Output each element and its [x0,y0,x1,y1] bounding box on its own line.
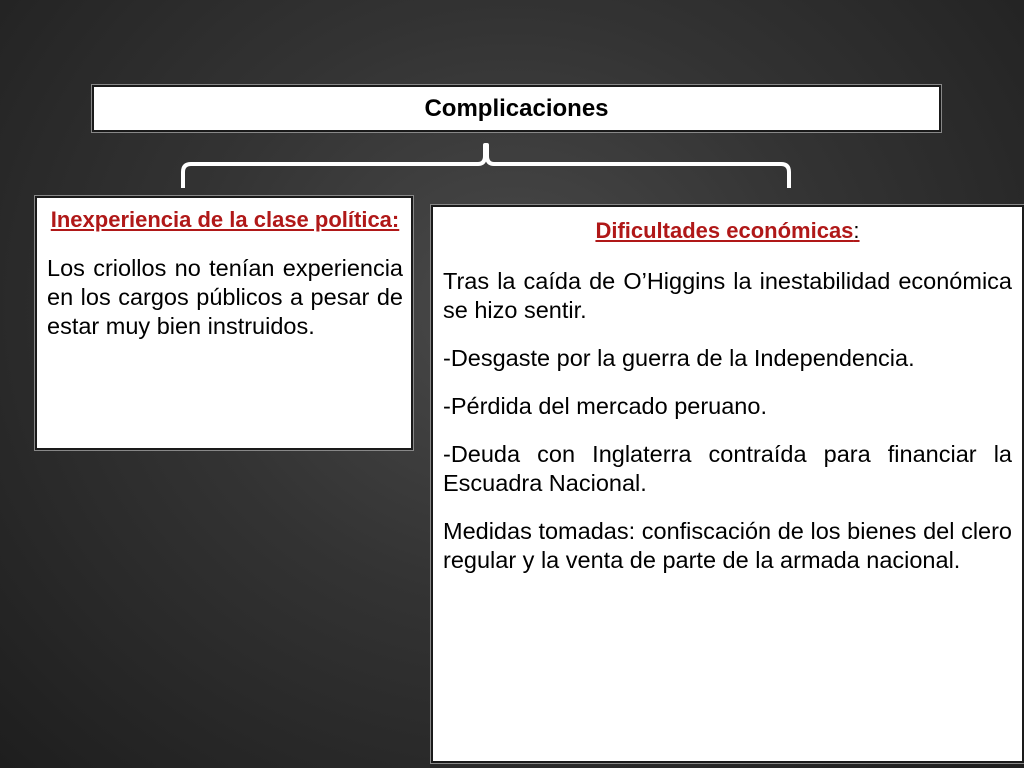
curly-brace-connector [0,0,1024,200]
inexperience-body: Los criollos no tenían experiencia en los cargos públicos a pesar de estar muy bien instruidos. [47,255,403,339]
economic-bullet: -Desgaste por la guerra de la Independencia. [443,345,915,371]
title-text: Complicaciones [424,94,609,122]
inexperience-heading: Inexperiencia de la clase política: [50,207,400,232]
economic-measures: Medidas tomadas: confiscación de los bienes del clero regular y la venta de parte de la armada nacional. [443,518,1012,573]
inexperience-box [35,196,413,450]
economic-bullet: -Pérdida del mercado peruano. [443,393,767,419]
economic-heading-colon: : [853,218,860,243]
economic-difficulties-box [431,205,1024,763]
economic-paragraph: Tras la caída de O’Higgins la inestabilidad económica se hizo sentir. [443,268,1012,323]
economic-bullet: -Deuda con Inglaterra contraída para financiar la Escuadra Nacional. [443,441,1012,496]
economic-heading-text: Dificultades económicas [595,218,854,243]
economic-heading [443,217,1012,245]
